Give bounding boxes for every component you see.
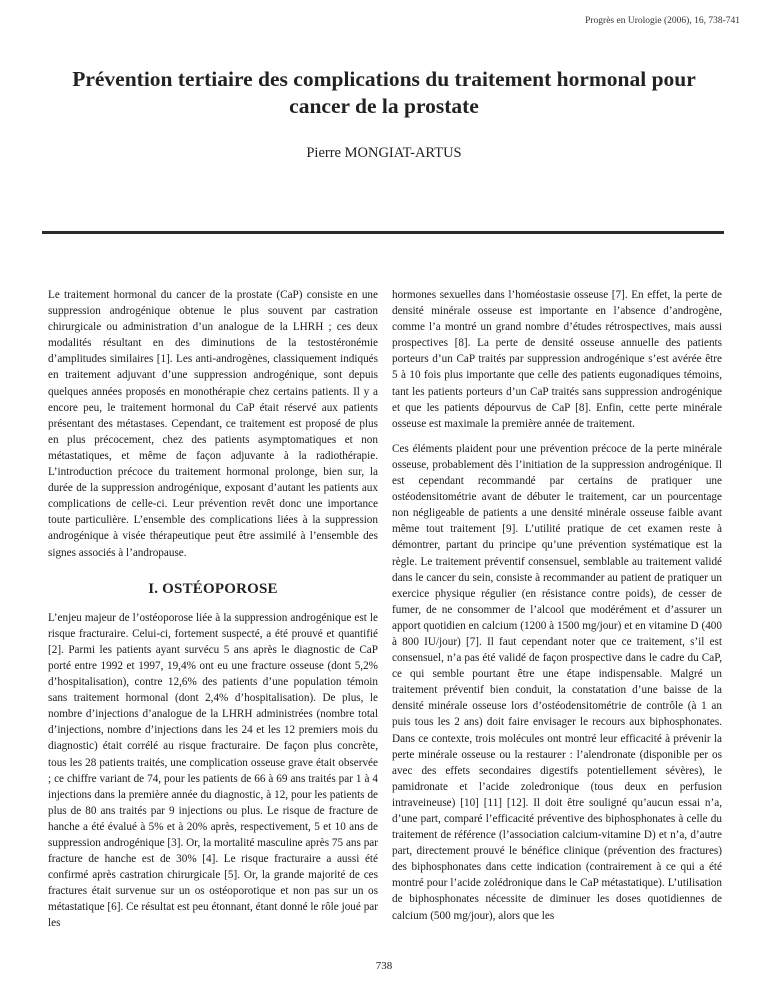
osteoporose-paragraph: L’enjeu majeur de l’ostéoporose liée à la suppression androgénique est le risque fracturaire. Celui-ci, fortement suspecté, a été prouvé et quantifié [2]. Parmi les patients ayant survécu 5 ans après le diagnostic de CaP porté entre 1992 et 1997, 19,4% ont eu une fracture osseuse (dont 5,2% d’hospitalisation), contre 12,6% des patients d’une population témoin sans traitement hormonal (dont 2,4% d’hospitalisation). De plus, le nombre d’injections d’analogue de la LHRH administrées (nombre total d’injections, nombre d’injections dans les 24 et les 12 premiers mois du diagnostic) était corrélé au risque fracturaire. De façon plus concrète, tous les 28 patients traités, une complication osseuse grave était observée ; ce chiffre variant de 74, pour les patients de 66 à 69 ans traités par 1 à 4 injections dans la première année du diagnostic, à 12, pour les patients de plus de 80 ans traités par 9 injections ou plus. Le risque de fracture de hanche a été évalué à 5% et à 20% après, respectivement, 5 et 10 ans de suppression androgénique [3]. Or, la mortalité masculine après 75 ans par fracture de hanche est de 30% [4]. Le risque fracturaire a aussi été confirmé après castration chirurgicale [5]. Or, la grande majorité de ces fractures était survenue sur un os ostéoporotique et non pas sur un os métastatique [6]. Ce résultat est peu étonnant, étant donné le rôle joué par les — [48, 611, 378, 930]
intro-paragraph: Le traitement hormonal du cancer de la prostate (CaP) consiste en une suppression androgénique obtenue le plus souvent par castration chirurgicale ou administration d’un analogue de la LHRH ; ces deux modalités résultant en des diminutions de la testostéronémie d’amplitudes similaires [1]. Les anti-androgènes, classiquement indiqués en traitement adjuvant d’une suppression androgénique, sont depuis quelques années proposés en monothérapie chez certains patients. Il y a encore peu, le traitement hormonal du CaP était réservé aux patients présentant des métastases. Cependant, ce traitement est proposé de plus en plus précocement, chez des patients asymptomatiques et non métastatiques, et même de façon adjuvante à la radiothérapie. L’introduction précoce du traitement hormonal prolonge, bien sur, la durée de la suppression androgénique, exposant d’autant les patients aux complications de celle-ci. Leur prévention revêt donc une importance toute particulière. L’ensemble des complications liées à la suppression androgénique à visée thérapeutique peut être assimilé à l’ensemble des signes associés à l’andropause. — [48, 289, 378, 559]
continuation-paragraph: hormones sexuelles dans l’homéostasie osseuse [7]. En effet, la perte de densité minérale osseuse est importante en l’absence d’androgène, comme l’a montré un grand nombre d’études rétrospectives, mais aussi prospectives [8]. La perte de densité osseuse annuelle des patients porteurs d’un CaP traités par suppression androgénique s’est avérée être 5 à 10 fois plus importante que celle des patients eugonadiques témoins, tant les patients porteurs d’un CaP traités sans suppression androgénique et que les patients dépourvus de CaP [8]. Enfin, cette perte minérale osseuse est maximale la première année de traitement. — [392, 289, 722, 430]
left-column — [48, 287, 378, 942]
right-column — [392, 287, 722, 934]
title-divider — [42, 231, 724, 234]
article-title: Prévention tertiaire des complications du traitement hormonal pour cancer de la prostate — [72, 67, 696, 118]
prevention-paragraph: Ces éléments plaident pour une prévention précoce de la perte minérale osseuse, probablement dès l’initiation de la suppression androgénique. Il est cependant recommandé par certains de pratiquer une ostéodensitométrie avant de débuter le traitement, car un pourcentage non négligeable de patients a une densité minérale osseuse faible avant même tout traitement [9]. L’utilité pratique de cet examen reste à démontrer, partant du principe qu’une prévention systématique est la règle. Le traitement préventif consensuel, semblable au traitement validé dans le cancer du sein, consiste à recommander au patient de pratiquer un exercice physique régulier (en résistance contre poids), de cesser de fumer, de ne consommer de l’alcool que modérément et d’assurer un apport quotidien en calcium (1200 à 1500 mg/jour) et en vitamine D (400 à 800 IU/jour) [7]. Il faut cependant noter que ce traitement, s’il est consensuel, n’a pas été validé de façon prospective dans le cadre du CaP, ce qui semble pourtant être une étape indispensable. Malgré un traitement préventif bien conduit, la constatation d’une baisse de la densité minérale osseuse lors d’ostéodensitométrie de contrôle (à 1 an puis tous les 2 ans) doit faire envisager le recours aux biphosphonates. Dans ce contexte, trois molécules ont montré leur efficacité à prévenir la perte minérale osseuse ou la restaurer : l’alendronate (disponible per os avec des effets secondaires digestifs potentiellement sévères), le pamidronate et l’acide zoledronique (tous deux en perfusion intraveineuse) [10] [11] [12]. Il doit être souligné qu’aucun essai n’a, d’une part, comparé l’efficacité préventive des biphosphonates à celle du traitement de référence (l’association calcium-vitamine D) et n’a, d’autre part, directement prouvé le bénéfice clinique (prévention des fractures) des biphosphonates dans cette indication (contrairement à ce qui a été montré pour l’acide zolédronique dans le CaP métastatique). L’utilisation de biphosphonates nécessite de diminuer les doses quotidiennes de calcium (500 mg/jour), alors que les — [392, 442, 722, 922]
section-heading-osteoporose: I. OSTÉOPOROSE — [148, 580, 278, 597]
page-number: 738 — [375, 960, 393, 972]
author-name: Pierre MONGIAT-ARTUS — [306, 145, 462, 161]
journal-citation: Progrès en Urologie (2006), 16, 738-741 — [585, 16, 740, 26]
